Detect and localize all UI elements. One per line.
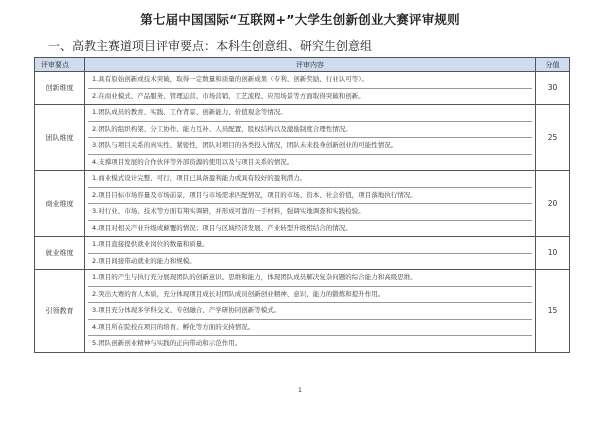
table-row xyxy=(35,72,570,105)
score-cell: 20 xyxy=(536,171,570,237)
content-item: 3.团队与项目关系的真实性、紧密性，团队对项目的各类投入情况，团队未来投身创新创业的可能性情况。 xyxy=(88,138,532,155)
content-item: 1.团队成员的教育、实践、工作背景、创新能力、价值观念等情况。 xyxy=(88,105,532,122)
content-cell xyxy=(85,237,536,270)
content-item: 4.项目对相关产业升级或颠覆的情况；项目与区域经济发展、产业转型升级相结合的情况。 xyxy=(92,223,352,232)
content-cell xyxy=(85,72,536,105)
content-item: 4.支撑项目发展的合作伙伴等外部资源的使用以及与项目关系的情况。 xyxy=(92,157,294,166)
content-item: 4.项目所在院校在项目的培育、孵化等方面的支持情况。 xyxy=(88,320,532,337)
content-cell xyxy=(85,105,536,171)
section-heading: 一、高教主赛道项目评审要点：本科生创意组、研究生创意组 xyxy=(48,39,373,53)
content-item: 3.对行业、市场、技术等方面有翔实调研，并形成可靠的一手材料，强调实地调查和实践检验。 xyxy=(88,204,532,221)
content-cell xyxy=(85,171,536,237)
category-cell: 商业维度 xyxy=(35,171,85,237)
table-row xyxy=(35,105,570,171)
header-score: 分值 xyxy=(536,58,570,72)
criteria-table xyxy=(34,57,570,353)
score-cell: 30 xyxy=(536,72,570,105)
category-cell: 就业维度 xyxy=(35,237,85,270)
document-title: 第七届中国国际“互联网+”大学生创新创业大赛评审规则 xyxy=(140,12,460,27)
category-cell: 引领教育 xyxy=(35,270,85,353)
content-item: 2.突出大赛的育人本质，充分体现项目成长对团队成员创新创业精神、意识、能力的锻炼和提升作用。 xyxy=(88,287,532,304)
content-item: 5.团队创新创业精神与实践的正向带动和示范作用。 xyxy=(92,339,242,347)
score-cell: 25 xyxy=(536,105,570,171)
category-cell: 团队维度 xyxy=(35,105,85,171)
content-item: 2.团队的组织构架、分工协作、能力互补、人员配置、股权结构以及激励制度合理性情况。 xyxy=(88,122,532,139)
content-cell xyxy=(85,270,536,353)
content-item: 1.商业模式设计完整、可行，项目已具备盈利能力或具有较好的盈利潜力。 xyxy=(88,171,532,188)
content-item: 2.项目间接带动就业的能力和规模。 xyxy=(92,256,196,265)
content-item: 3.项目充分体现多学科交叉、专创融合、产学研协同创新等模式。 xyxy=(88,303,532,320)
content-item: 2.在商业模式、产品服务、管理运营、市场营销、工艺流程、应用场景等方面取得突破和创新。 xyxy=(92,91,365,100)
header-criteria: 评审要点 xyxy=(35,58,85,72)
content-item: 1.项目直接提供就业岗位的数量和质量。 xyxy=(88,237,532,254)
page-number: 1 xyxy=(297,386,303,394)
table-row xyxy=(35,237,570,270)
table-row xyxy=(35,270,570,353)
table-row xyxy=(35,171,570,237)
table-header-row xyxy=(35,58,570,72)
content-item: 1.具有原始创新或技术突破，取得一定数量和质量的创新成果（专利、创新奖励、行业认可等）。 xyxy=(88,72,532,89)
content-item: 2.项目目标市场容量及市场前景，项目与市场需求匹配情况，项目的市场、资本、社会价值，项目落地执行情况。 xyxy=(88,188,532,205)
category-cell: 创新维度 xyxy=(35,72,85,105)
score-cell: 15 xyxy=(536,270,570,353)
score-cell: 10 xyxy=(536,237,570,270)
header-content: 评审内容 xyxy=(85,58,536,72)
content-item: 1.项目的产生与执行充分展现团队的创新意识、思维和能力，体现团队成员解决复杂问题的综合能力和高级思维。 xyxy=(88,270,532,287)
